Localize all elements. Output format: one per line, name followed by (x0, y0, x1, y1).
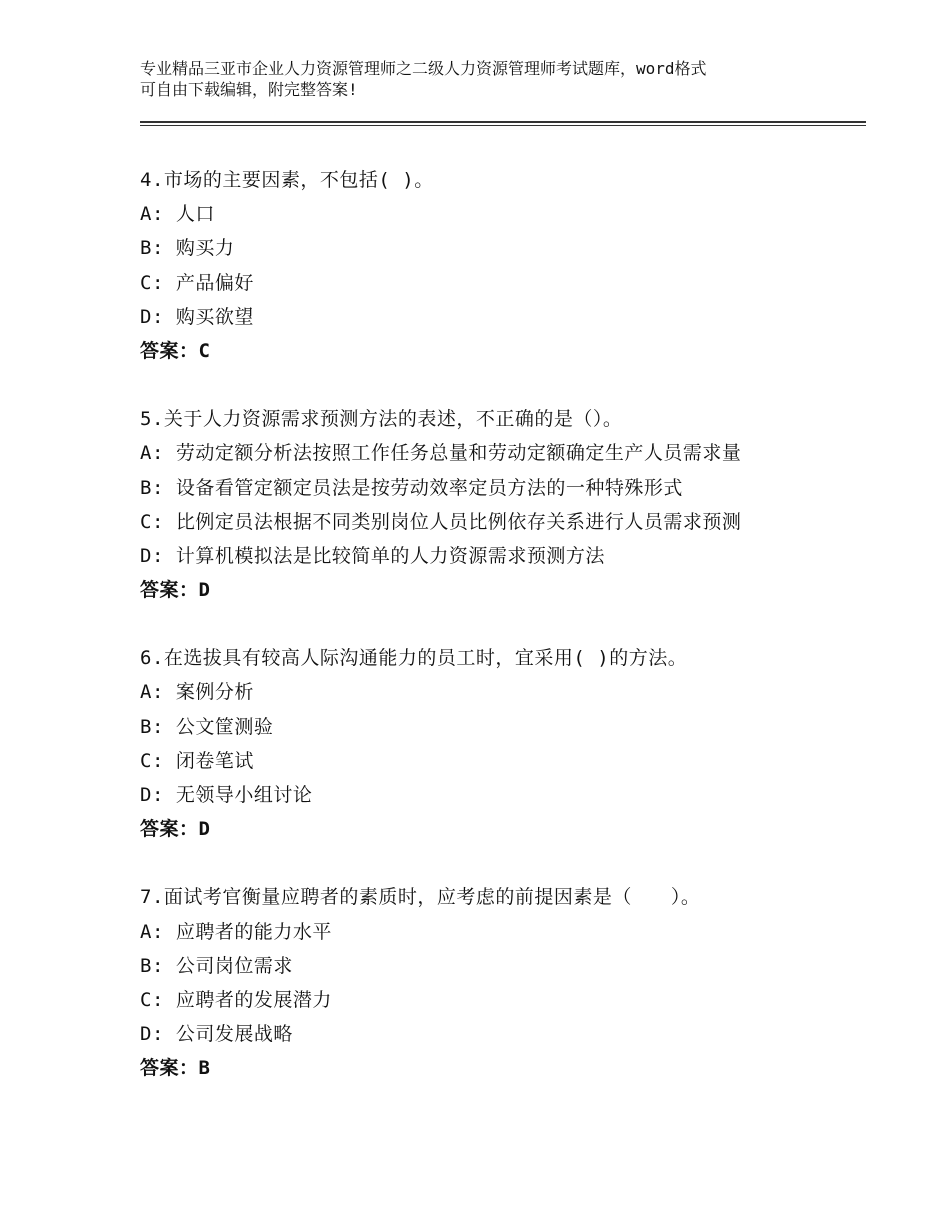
option-b: B: 公司岗位需求 (140, 954, 293, 977)
option-b: B: 公文筐测验 (140, 715, 274, 738)
question-stem: 7.面试考官衡量应聘者的素质时，应考虑的前提因素是（ ）。 (140, 886, 701, 909)
option-key: A (140, 681, 152, 704)
header-line-1: 专业精品三亚市企业人力资源管理师之二级人力资源管理师考试题库，word格式 (140, 59, 707, 78)
option-key: A (140, 920, 152, 943)
option-d: D: 计算机模拟法是比较简单的人力资源需求预测方法 (140, 544, 605, 567)
option-a: A: 劳动定额分析法按照工作任务总量和劳动定额确定生产人员需求量 (140, 442, 742, 465)
option-key: B (140, 715, 152, 738)
option-text: 设备看管定额定员法是按劳动效率定员方法的一种特殊形式 (175, 476, 683, 499)
option-text: 劳动定额分析法按照工作任务总量和劳动定额确定生产人员需求量 (175, 442, 742, 465)
option-key: B (140, 476, 152, 499)
answer-line (140, 573, 840, 607)
answer-label: 答案： (140, 579, 199, 602)
option-text: 案例分析 (175, 681, 254, 704)
question-stem: 6.在选拔具有较高人际沟通能力的员工时，宜采用( )的方法。 (140, 647, 688, 670)
option-key: C (140, 988, 152, 1011)
question-5 (140, 402, 840, 607)
option-c: C: 比例定员法根据不同类别岗位人员比例依存关系进行人员需求预测 (140, 510, 742, 533)
option-key: D (140, 305, 152, 328)
option-text: 应聘者的能力水平 (175, 920, 332, 943)
option-d: D: 购买欲望 (140, 305, 254, 328)
answer-value: D (198, 579, 211, 602)
option-key: C (140, 510, 152, 533)
option-b: B: 购买力 (140, 237, 235, 260)
option-text: 计算机模拟法是比较简单的人力资源需求预测方法 (175, 544, 605, 567)
option-text: 无领导小组讨论 (175, 784, 313, 806)
question-stem: 5.关于人力资源需求预测方法的表述，不正确的是（）。 (140, 408, 623, 431)
document-header (140, 58, 840, 100)
answer-line (140, 1051, 840, 1085)
option-text: 产品偏好 (175, 271, 254, 294)
answer-value: C (198, 339, 211, 362)
question-stem: 4.市场的主要因素，不包括( )。 (140, 169, 434, 191)
answer-line (140, 334, 840, 368)
option-text: 公文筐测验 (175, 715, 274, 738)
option-c: C: 闭卷笔试 (140, 749, 254, 772)
question-4 (140, 163, 840, 368)
option-a: A: 人口 (140, 203, 215, 226)
option-key: D (140, 544, 152, 567)
question-list (140, 163, 840, 1120)
option-key: A (140, 442, 152, 465)
option-c: C: 应聘者的发展潜力 (140, 988, 332, 1011)
option-key: C (140, 749, 152, 772)
option-text: 公司发展战略 (175, 1023, 293, 1046)
option-text: 购买欲望 (175, 305, 254, 328)
option-key: D (140, 1023, 152, 1046)
option-text: 闭卷笔试 (175, 749, 254, 772)
question-7 (140, 880, 840, 1085)
option-key: B (140, 954, 152, 977)
answer-value: B (198, 1057, 211, 1080)
answer-label: 答案： (140, 339, 199, 362)
header-divider-thin (140, 125, 866, 126)
option-text: 人口 (175, 203, 215, 226)
option-d: D: 公司发展战略 (140, 1023, 293, 1046)
option-b: B: 设备看管定额定员法是按劳动效率定员方法的一种特殊形式 (140, 476, 683, 499)
answer-label: 答案： (140, 1057, 199, 1080)
option-key: D (140, 784, 152, 806)
option-a: A: 应聘者的能力水平 (140, 920, 332, 943)
answer-value: D (198, 818, 211, 841)
option-a: A: 案例分析 (140, 681, 254, 704)
option-d: D: 无领导小组讨论 (140, 784, 313, 806)
option-key: A (140, 203, 152, 226)
option-key: B (140, 237, 152, 260)
question-6 (140, 641, 840, 846)
option-text: 公司岗位需求 (175, 954, 293, 977)
option-text: 应聘者的发展潜力 (175, 988, 332, 1011)
option-text: 购买力 (175, 237, 235, 260)
header-divider-thick (140, 121, 866, 123)
option-text: 比例定员法根据不同类别岗位人员比例依存关系进行人员需求预测 (175, 510, 742, 533)
option-key: C (140, 271, 152, 294)
answer-label: 答案： (140, 818, 199, 841)
header-line-2: 可自由下载编辑，附完整答案! (140, 80, 358, 99)
answer-line (140, 812, 840, 846)
option-c: C: 产品偏好 (140, 271, 254, 294)
